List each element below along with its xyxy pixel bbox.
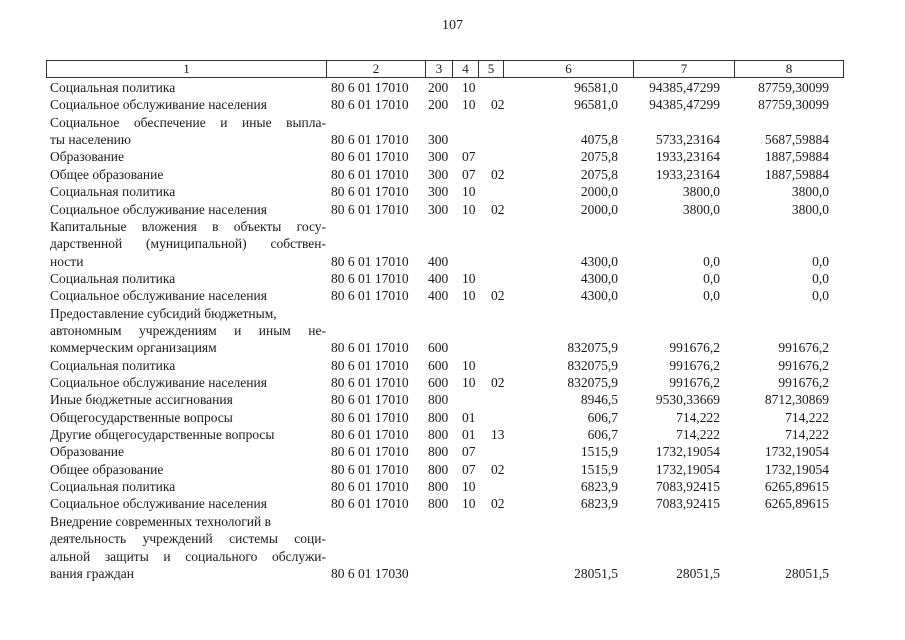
row-name: Другие общегосударственные вопросы xyxy=(50,427,275,442)
row-col6: 2075,8 xyxy=(580,149,618,165)
table-row xyxy=(0,426,905,444)
table-row xyxy=(0,305,905,323)
row-col5: 02 xyxy=(491,288,505,304)
row-col5: 02 xyxy=(491,201,505,217)
row-col5: 02 xyxy=(491,97,505,113)
row-col7: 94385,47299 xyxy=(649,97,720,113)
row-col3: 400 xyxy=(428,253,449,269)
row-col3: 300 xyxy=(428,132,449,148)
row-name: автономным учреждениям и иным не- xyxy=(50,322,326,338)
row-col6: 832075,9 xyxy=(567,340,618,356)
row-col4: 10 xyxy=(462,375,476,390)
row-col7: 5733,23164 xyxy=(655,132,720,148)
row-code: 80 6 01 17010 xyxy=(331,409,409,425)
row-col4: 10 xyxy=(462,201,476,217)
row-name: ности xyxy=(50,253,84,269)
row-col3: 800 xyxy=(428,392,449,408)
row-code: 80 6 01 17010 xyxy=(331,97,409,113)
row-col4: 10 xyxy=(462,479,476,495)
row-code: 80 6 01 17010 xyxy=(331,288,409,304)
row-col3: 800 xyxy=(428,479,449,495)
row-col8: 714,222 xyxy=(785,427,829,442)
row-col3: 400 xyxy=(428,270,449,286)
row-col7: 991676,2 xyxy=(669,357,720,373)
row-col8: 3800,0 xyxy=(791,184,829,200)
row-name: Общее образование xyxy=(50,461,164,477)
row-col3: 800 xyxy=(428,496,449,512)
table-row xyxy=(0,478,905,496)
row-col4: 07 xyxy=(462,444,476,460)
header-col-4: 4 xyxy=(452,61,478,77)
table-row xyxy=(0,409,905,427)
row-name: ты населению xyxy=(50,132,131,148)
row-col8: 3800,0 xyxy=(791,201,829,217)
row-col3: 600 xyxy=(428,357,449,373)
row-name: деятельность учреждений системы соци- xyxy=(50,531,326,547)
row-col6: 1515,9 xyxy=(580,461,618,477)
table-row xyxy=(0,166,905,184)
row-col5: 02 xyxy=(491,461,505,477)
row-col7: 1933,23164 xyxy=(655,166,720,182)
row-code: 80 6 01 17010 xyxy=(331,496,409,512)
row-col7: 0,0 xyxy=(703,288,720,304)
row-col5: 02 xyxy=(491,496,505,512)
row-name: Предоставление субсидий бюджетным, xyxy=(50,305,277,321)
row-col4: 10 xyxy=(462,288,476,304)
table-row xyxy=(0,443,905,461)
row-col8: 0,0 xyxy=(812,288,829,304)
row-col8: 991676,2 xyxy=(778,340,829,356)
row-col7: 1732,19054 xyxy=(655,444,720,460)
row-code: 80 6 01 17010 xyxy=(331,479,409,495)
row-col5: 02 xyxy=(491,375,505,390)
row-col8: 991676,2 xyxy=(778,375,829,390)
table-row xyxy=(0,548,905,566)
row-col7: 991676,2 xyxy=(669,340,720,356)
row-col3: 600 xyxy=(428,340,449,356)
row-col5: 13 xyxy=(491,427,505,442)
table-row xyxy=(0,357,905,375)
row-col3: 800 xyxy=(428,444,449,460)
row-col6: 4300,0 xyxy=(580,270,618,286)
row-name: Образование xyxy=(50,444,124,460)
table-row xyxy=(0,461,905,479)
row-col3: 300 xyxy=(428,166,449,182)
row-name: альной защиты и социального обслужи- xyxy=(50,548,326,564)
table-row xyxy=(0,339,905,357)
row-col6: 832075,9 xyxy=(567,375,618,390)
row-col7: 0,0 xyxy=(703,270,720,286)
row-col4: 10 xyxy=(462,184,476,200)
row-col6: 4075,8 xyxy=(580,132,618,148)
row-col7: 1732,19054 xyxy=(655,461,720,477)
row-col7: 7083,92415 xyxy=(655,496,720,512)
row-name: Общегосударственные вопросы xyxy=(50,409,233,425)
row-col8: 28051,5 xyxy=(785,565,829,581)
row-code: 80 6 01 17010 xyxy=(331,184,409,200)
row-name: Социальное обслуживание населения xyxy=(50,496,267,512)
row-col3: 800 xyxy=(428,427,449,442)
row-col8: 0,0 xyxy=(812,253,829,269)
row-col4: 10 xyxy=(462,496,476,512)
row-col8: 1887,59884 xyxy=(764,166,829,182)
row-name: Социальное обслуживание населения xyxy=(50,375,267,390)
row-col6: 4300,0 xyxy=(580,253,618,269)
row-code: 80 6 01 17010 xyxy=(331,444,409,460)
row-col6: 28051,5 xyxy=(574,565,618,581)
row-code: 80 6 01 17010 xyxy=(331,166,409,182)
row-col4: 10 xyxy=(462,270,476,286)
table-row xyxy=(0,218,905,236)
row-code: 80 6 01 17010 xyxy=(331,461,409,477)
table-row xyxy=(0,114,905,132)
row-col4: 01 xyxy=(462,409,476,425)
row-col6: 8946,5 xyxy=(580,392,618,408)
row-code: 80 6 01 17010 xyxy=(331,357,409,373)
row-col4: 07 xyxy=(462,149,476,165)
row-col7: 28051,5 xyxy=(676,565,720,581)
row-col3: 600 xyxy=(428,375,449,390)
table-row xyxy=(0,374,905,392)
row-code: 80 6 01 17010 xyxy=(331,132,409,148)
row-col6: 6823,9 xyxy=(580,496,618,512)
header-col-2: 2 xyxy=(326,61,425,77)
row-code: 80 6 01 17010 xyxy=(331,253,409,269)
row-code: 80 6 01 17010 xyxy=(331,270,409,286)
row-code: 80 6 01 17010 xyxy=(331,340,409,356)
table-row xyxy=(0,235,905,253)
row-col3: 300 xyxy=(428,149,449,165)
row-col4: 07 xyxy=(462,461,476,477)
row-name: Социальная политика xyxy=(50,270,176,286)
row-col7: 9530,33669 xyxy=(655,392,720,408)
row-name: Внедрение современных технологий в xyxy=(50,513,271,529)
table-row xyxy=(0,530,905,548)
row-col6: 606,7 xyxy=(587,409,618,425)
row-col4: 10 xyxy=(462,97,476,113)
row-name: Социальное обслуживание населения xyxy=(50,288,267,304)
table-row xyxy=(0,513,905,531)
row-col6: 1515,9 xyxy=(580,444,618,460)
table-row xyxy=(0,322,905,340)
row-col8: 5687,59884 xyxy=(764,132,829,148)
row-col8: 1887,59884 xyxy=(764,149,829,165)
header-col-8: 8 xyxy=(734,61,844,77)
row-col6: 96581,0 xyxy=(574,80,618,95)
row-col8: 991676,2 xyxy=(778,357,829,373)
row-name: Социальная политика xyxy=(50,80,176,95)
header-col-3: 3 xyxy=(425,61,452,77)
row-name: вания граждан xyxy=(50,565,134,581)
row-code: 80 6 01 17010 xyxy=(331,392,409,408)
row-col8: 1732,19054 xyxy=(764,444,829,460)
row-col7: 3800,0 xyxy=(682,184,720,200)
row-col8: 6265,89615 xyxy=(764,496,829,512)
table-row xyxy=(0,148,905,166)
row-col3: 300 xyxy=(428,201,449,217)
table-row xyxy=(0,270,905,288)
row-col4: 01 xyxy=(462,427,476,442)
table-row xyxy=(0,183,905,201)
row-col8: 1732,19054 xyxy=(764,461,829,477)
row-col4: 10 xyxy=(462,357,476,373)
header-col-6: 6 xyxy=(503,61,633,77)
row-col5: 02 xyxy=(491,166,505,182)
row-col7: 714,222 xyxy=(676,409,720,425)
row-col7: 94385,47299 xyxy=(649,80,720,95)
table-row xyxy=(0,565,905,583)
table-row xyxy=(0,287,905,305)
row-name: Социальное обслуживание населения xyxy=(50,201,267,217)
row-col6: 832075,9 xyxy=(567,357,618,373)
row-col8: 8712,30869 xyxy=(764,392,829,408)
table-row xyxy=(0,495,905,513)
page-number: 107 xyxy=(442,18,463,33)
row-col3: 800 xyxy=(428,461,449,477)
row-col4: 10 xyxy=(462,80,476,95)
row-name: коммерческим организациям xyxy=(50,340,217,356)
row-col8: 6265,89615 xyxy=(764,479,829,495)
row-code: 80 6 01 17030 xyxy=(331,565,409,581)
row-col6: 4300,0 xyxy=(580,288,618,304)
row-col7: 1933,23164 xyxy=(655,149,720,165)
header-col-1: 1 xyxy=(46,61,326,77)
table-row xyxy=(0,253,905,271)
row-col6: 96581,0 xyxy=(574,97,618,113)
row-col4: 07 xyxy=(462,166,476,182)
row-code: 80 6 01 17010 xyxy=(331,201,409,217)
row-col6: 6823,9 xyxy=(580,479,618,495)
row-name: Образование xyxy=(50,149,124,165)
row-col8: 0,0 xyxy=(812,270,829,286)
row-col8: 87759,30099 xyxy=(758,80,829,95)
table-row xyxy=(0,131,905,149)
row-name: Социальная политика xyxy=(50,184,176,200)
row-col3: 200 xyxy=(428,80,449,95)
row-code: 80 6 01 17010 xyxy=(331,80,409,95)
row-col7: 0,0 xyxy=(703,253,720,269)
row-col3: 200 xyxy=(428,97,449,113)
table-row xyxy=(0,79,905,97)
row-code: 80 6 01 17010 xyxy=(331,427,409,442)
row-col3: 400 xyxy=(428,288,449,304)
table-row xyxy=(0,391,905,409)
row-code: 80 6 01 17010 xyxy=(331,375,409,390)
row-col7: 3800,0 xyxy=(682,201,720,217)
row-name: Социальная политика xyxy=(50,479,176,495)
header-col-7: 7 xyxy=(633,61,734,77)
row-name: Социальное обслуживание населения xyxy=(50,97,267,113)
row-col7: 7083,92415 xyxy=(655,479,720,495)
row-name: Иные бюджетные ассигнования xyxy=(50,392,233,408)
header-col-5: 5 xyxy=(478,61,503,77)
row-name: Капитальные вложения в объекты госу- xyxy=(50,218,326,234)
row-name: Социальное обеспечение и иные выпла- xyxy=(50,114,326,130)
row-col7: 991676,2 xyxy=(669,375,720,390)
row-col6: 2075,8 xyxy=(580,166,618,182)
table-row xyxy=(0,96,905,114)
row-code: 80 6 01 17010 xyxy=(331,149,409,165)
row-col6: 2000,0 xyxy=(580,201,618,217)
row-name: Социальная политика xyxy=(50,357,176,373)
row-name: Общее образование xyxy=(50,166,164,182)
row-col3: 800 xyxy=(428,409,449,425)
row-col6: 606,7 xyxy=(587,427,618,442)
row-col3: 300 xyxy=(428,184,449,200)
row-col8: 714,222 xyxy=(785,409,829,425)
row-col6: 2000,0 xyxy=(580,184,618,200)
row-col8: 87759,30099 xyxy=(758,97,829,113)
row-name: дарственной (муниципальной) собствен- xyxy=(50,236,326,252)
row-col7: 714,222 xyxy=(676,427,720,442)
table-row xyxy=(0,201,905,219)
